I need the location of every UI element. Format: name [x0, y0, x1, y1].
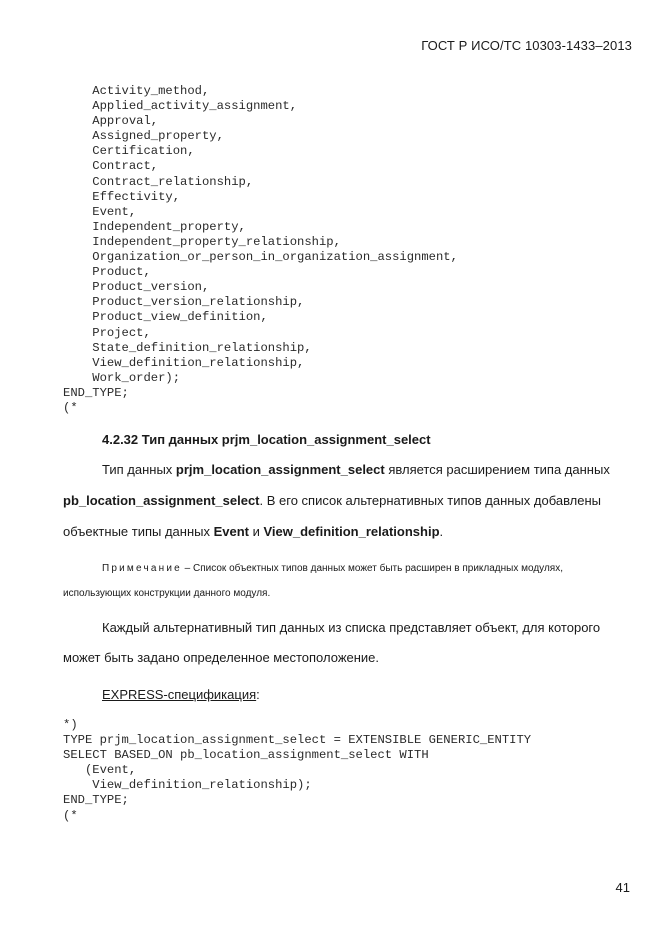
- code-line: END_TYPE;: [63, 793, 129, 808]
- code-line: TYPE prjm_location_assignment_select = EXTENSIBLE GENERIC_ENTITY: [63, 733, 532, 748]
- code-line: Event,: [63, 204, 137, 219]
- code-line: (*: [63, 808, 78, 823]
- code-line: Approval,: [63, 114, 159, 129]
- paragraph1-line1: Тип данных prjm_location_assignment_select является расширением типа данных: [102, 462, 610, 477]
- code-line: SELECT BASED_ON pb_location_assignment_select WITH: [63, 748, 429, 763]
- note-line2: использующих конструкции данного модуля.: [63, 588, 271, 599]
- paragraph1-line3: объектные типы данных Event и View_definition_relationship.: [63, 524, 444, 539]
- code-line: Activity_method,: [63, 84, 210, 98]
- code-line: Product_version_relationship,: [63, 295, 305, 310]
- page-number: 41: [615, 880, 630, 895]
- code-block-bottom: [63, 718, 531, 824]
- code-line: Organization_or_person_in_organization_assignment,: [63, 250, 458, 265]
- code-line: Effectivity,: [63, 189, 181, 204]
- section-heading: 4.2.32 Тип данных prjm_location_assignment_select: [102, 432, 431, 447]
- code-line: View_definition_relationship,: [63, 355, 305, 370]
- paragraph2-line1: Каждый альтернативный тип данных из списка представляет объект, для которого: [102, 620, 601, 635]
- note-line1: Примечание – Список объектных типов данных может быть расширен в прикладных модулях,: [102, 563, 563, 574]
- code-line: Project,: [63, 325, 151, 340]
- code-block-top: [63, 84, 458, 416]
- paragraph1-line2: pb_location_assignment_select. В его список альтернативных типов данных добавлены: [63, 493, 602, 508]
- code-line: (Event,: [63, 763, 137, 778]
- code-line: Product,: [63, 265, 151, 280]
- code-line: (*: [63, 400, 78, 415]
- code-line: Applied_activity_assignment,: [63, 99, 298, 114]
- code-line: *): [63, 718, 78, 732]
- code-line: Independent_property,: [63, 219, 246, 234]
- code-line: Independent_property_relationship,: [63, 234, 341, 249]
- code-line: Assigned_property,: [63, 129, 224, 144]
- express-spec-label: EXPRESS-спецификация:: [102, 687, 260, 702]
- code-line: State_definition_relationship,: [63, 340, 312, 355]
- paragraph2-line2: может быть задано определенное местоположение.: [63, 650, 380, 665]
- code-line: Product_view_definition,: [63, 310, 268, 325]
- code-line: Work_order);: [63, 370, 181, 385]
- code-line: Contract,: [63, 159, 159, 174]
- code-line: Product_version,: [63, 280, 210, 295]
- code-line: Certification,: [63, 144, 195, 159]
- note-label: Примечание: [102, 563, 182, 574]
- code-line: Contract_relationship,: [63, 174, 254, 189]
- code-line: View_definition_relationship);: [63, 778, 312, 793]
- code-line: END_TYPE;: [63, 385, 129, 400]
- document-header: ГОСТ Р ИСО/ТС 10303-1433–2013: [421, 38, 632, 53]
